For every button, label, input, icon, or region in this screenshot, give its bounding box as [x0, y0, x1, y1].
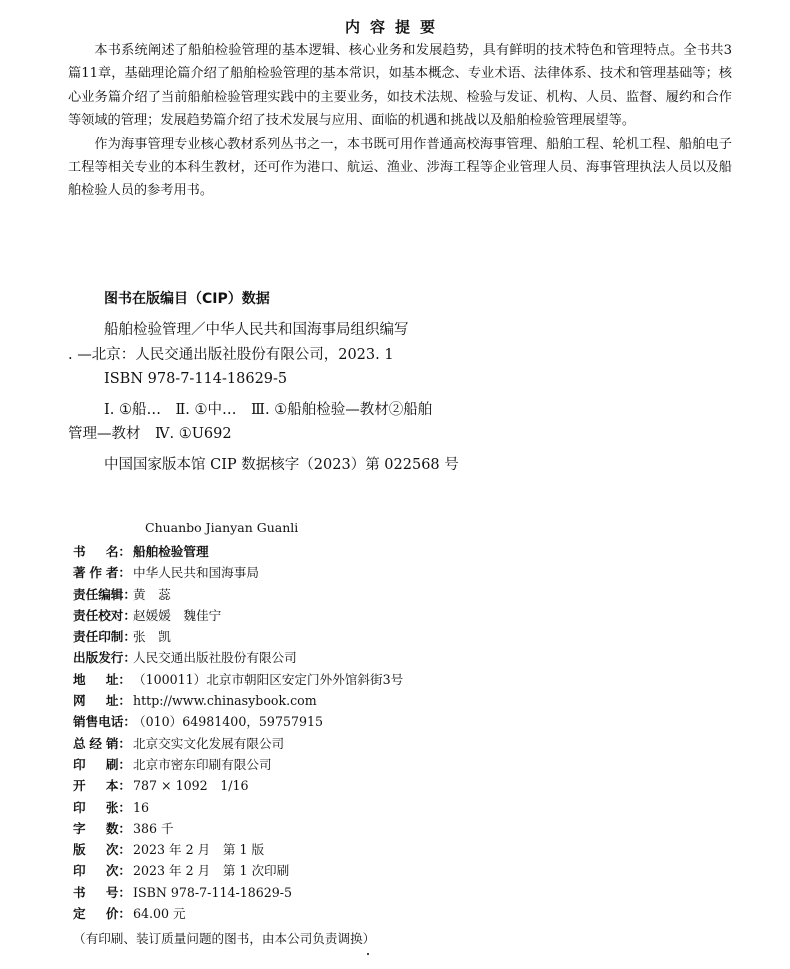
info-label-part: 价： [105, 906, 131, 922]
info-row [73, 605, 403, 626]
info-label [73, 903, 131, 924]
info-label-part: 经 [89, 735, 102, 751]
info-label [73, 690, 131, 711]
quality-note: （有印刷、装订质量问题的图书，由本公司负责调换） [73, 931, 376, 946]
info-row [73, 669, 403, 690]
info-label-part: 定 [73, 906, 86, 922]
info-value: 2023 年 2 月 第 1 版 [133, 842, 265, 858]
info-value: 787 × 1092 1/16 [133, 778, 249, 794]
info-label [73, 584, 136, 605]
info-row [73, 818, 403, 839]
info-value: 船舶检验管理 [133, 544, 209, 559]
summary-paragraph: 本书系统阐述了船舶检验管理的基本逻辑、核心业务和发展趋势，具有鲜明的技术特色和管理特点。全书共3篇11章，基础理论篇介绍了船舶检验管理的基本常识，如基本概念、专业术语、法律体系、技术和管理基础等；核心业务篇介绍了当前船舶检验管理实践中的主要业务，如技术法规、检验与发证、机构、人员、监督、履约和合作等领域的管理；发展趋势篇介绍了技术发展与应用、面临的机遇和挑战以及船舶检验管理展望等。 [68, 43, 732, 129]
info-label [73, 733, 131, 754]
info-label [73, 647, 136, 668]
info-label-part: 名： [105, 544, 131, 559]
pinyin-title: Chuanbo Jianyan Guanli [145, 520, 299, 535]
info-value: 16 [133, 799, 150, 815]
info-label-part: 址： [105, 693, 131, 709]
info-label-part: 本： [105, 778, 131, 794]
cip-record-number: 中国国家版本馆 CIP 数据核字（2023）第 022568 号 [104, 456, 459, 473]
info-label-part: 销： [105, 735, 131, 751]
cip-classification-line: 管理—教材 Ⅳ. ①U692 [68, 426, 232, 442]
info-value: 张 凯 [133, 629, 171, 645]
info-label [73, 626, 136, 647]
info-label-part: 号： [105, 884, 131, 900]
info-label [73, 882, 131, 903]
info-label [73, 711, 136, 732]
info-label-part: 责任校对： [73, 607, 136, 623]
info-label-part: 责任印制： [73, 629, 136, 645]
info-label-part: 数： [105, 820, 131, 836]
info-value: （010）64981400，59757915 [133, 714, 324, 730]
info-label-part: 著 [73, 565, 86, 581]
info-label-part: 址： [105, 671, 131, 687]
info-label-part: 字 [73, 820, 86, 836]
info-row [73, 860, 403, 881]
info-row [73, 541, 403, 562]
info-row [73, 690, 403, 711]
info-label [73, 775, 131, 796]
info-row [73, 562, 403, 583]
info-label-part: 作 [89, 565, 102, 581]
info-value: 赵媛媛 魏佳宁 [133, 607, 222, 623]
info-row [73, 584, 403, 605]
info-row [73, 903, 403, 924]
info-label-part: 总 [73, 735, 86, 751]
info-value: ISBN 978-7-114-18629-5 [133, 884, 293, 900]
info-label-part: 销售电话： [73, 714, 136, 730]
info-row [73, 626, 403, 647]
info-value: （100011）北京市朝阳区安定门外外馆斜街3号 [133, 671, 404, 687]
page-mark [367, 953, 369, 955]
info-label-part: 责任编辑： [73, 586, 136, 602]
info-label [73, 860, 131, 881]
info-value: 北京交实文化发展有限公司 [133, 735, 285, 751]
info-label-part: 次： [105, 842, 131, 858]
info-value: 64.00 元 [133, 906, 186, 922]
info-value: 北京市密东印刷有限公司 [133, 756, 272, 772]
info-label [73, 797, 131, 818]
info-label-part: 印 [73, 863, 86, 879]
info-label-part: 书 [73, 884, 86, 900]
info-label-part: 版 [73, 842, 86, 858]
info-value: 386 千 [133, 820, 174, 836]
info-row [73, 775, 403, 796]
info-label [73, 541, 131, 562]
info-label [73, 754, 131, 775]
info-label-part: 次： [105, 863, 131, 879]
info-value: http://www.chinasybook.com [133, 693, 317, 709]
info-row [73, 647, 403, 668]
info-label-part: 刷： [105, 756, 131, 772]
info-label [73, 669, 131, 690]
info-label-part: 书 [73, 544, 86, 559]
cip-isbn-line: ISBN 978-7-114-18629-5 [104, 371, 288, 387]
info-label [73, 562, 131, 583]
info-label-part: 印 [73, 756, 86, 772]
info-label-part: 张： [105, 799, 131, 815]
info-row [73, 754, 403, 775]
info-row [73, 839, 403, 860]
cip-title: 图书在版编目（CIP）数据 [104, 291, 270, 307]
info-label [73, 818, 131, 839]
cip-publisher-line: . —北京：人民交通出版社股份有限公司，2023. 1 [68, 346, 394, 363]
cip-classification-line: Ⅰ. ①船… Ⅱ. ①中… Ⅲ. ①船舶检验—教材②船舶 [104, 401, 433, 418]
info-label-part: 地 [73, 671, 86, 687]
info-label [73, 839, 131, 860]
cip-data-block [68, 318, 538, 477]
info-label-part: 印 [73, 799, 86, 815]
info-label-part: 网 [73, 693, 86, 709]
publication-info [73, 541, 403, 924]
info-row [73, 882, 403, 903]
info-value: 人民交通出版社股份有限公司 [133, 650, 297, 666]
info-row [73, 797, 403, 818]
info-row [73, 711, 403, 732]
info-value: 2023 年 2 月 第 1 次印刷 [133, 863, 290, 879]
info-row [73, 733, 403, 754]
info-label-part: 者： [105, 565, 131, 581]
summary-paragraph: 作为海事管理专业核心教材系列丛书之一，本书既可用作普通高校海事管理、船舶工程、轮机工程、船舶电子工程等相关专业的本科生教材，还可作为港口、航运、渔业、涉海工程等企业管理人员、海事管理执法人员以及船舶检验人员的参考用书。 [68, 136, 732, 199]
info-label [73, 605, 136, 626]
summary-section [68, 39, 732, 203]
info-value: 黄 蕊 [133, 586, 171, 602]
cip-title-line: 船舶检验管理／中华人民共和国海事局组织编写 [104, 322, 409, 338]
info-value: 中华人民共和国海事局 [133, 565, 259, 581]
info-label-part: 出版发行： [73, 650, 136, 666]
info-label-part: 开 [73, 778, 86, 794]
summary-heading: 内容提要 [344, 18, 445, 36]
